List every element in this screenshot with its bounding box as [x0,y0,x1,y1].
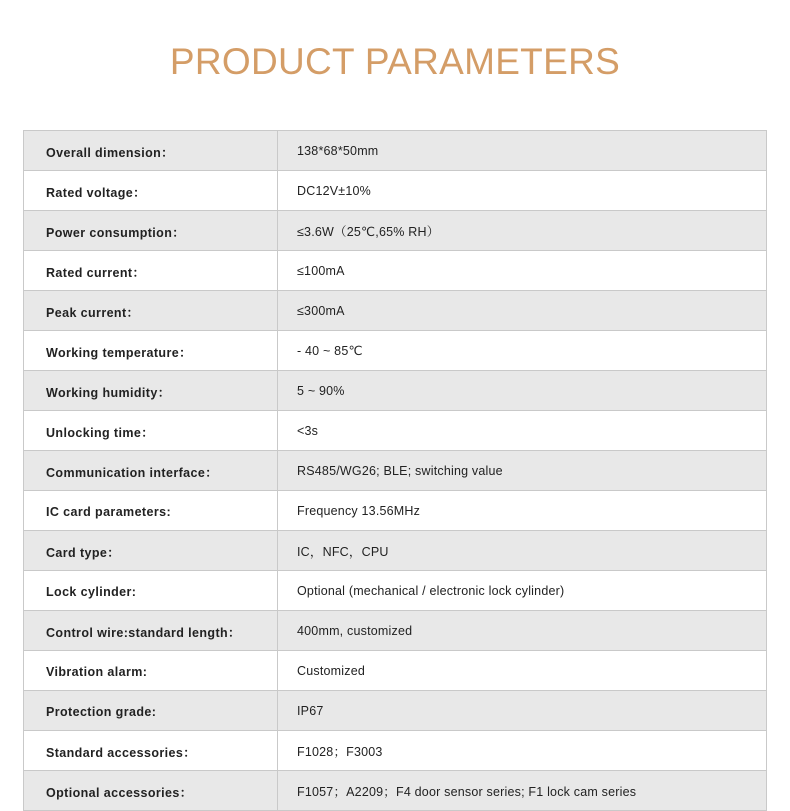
param-value-protection-grade: IP67 [278,691,767,731]
param-value-standard-accessories: F1028；F3003 [278,731,767,771]
param-label-working-humidity: Working humidity： [24,371,278,411]
table-row [24,451,767,491]
param-value-communication-interface: RS485/WG26; BLE; switching value [278,451,767,491]
table-row [24,731,767,771]
parameters-table [23,130,767,811]
param-label-overall-dimension: Overall dimension： [24,131,278,171]
page-title: PRODUCT PARAMETERS [169,41,621,82]
param-value-working-humidity: 5 ~ 90% [278,371,767,411]
param-label-vibration-alarm: Vibration alarm: [24,651,278,691]
param-value-unlocking-time: <3s [278,411,767,451]
table-row [24,771,767,811]
param-label-ic-card-parameters: IC card parameters: [24,491,278,531]
param-value-lock-cylinder: Optional (mechanical / electronic lock cylinder) [278,571,767,611]
param-label-standard-accessories: Standard accessories： [24,731,278,771]
table-row [24,371,767,411]
table-row [24,131,767,171]
param-value-control-wire-length: 400mm, customized [278,611,767,651]
table-row [24,171,767,211]
param-label-optional-accessories: Optional accessories： [24,771,278,811]
param-label-rated-voltage: Rated voltage： [24,171,278,211]
table-row [24,531,767,571]
param-value-power-consumption: ≤3.6W（25℃,65% RH） [278,211,767,251]
param-label-power-consumption: Power consumption： [24,211,278,251]
param-label-communication-interface: Communication interface： [24,451,278,491]
param-label-peak-current: Peak current： [24,291,278,331]
param-label-rated-current: Rated current： [24,251,278,291]
param-label-unlocking-time: Unlocking time： [24,411,278,451]
table-row [24,411,767,451]
table-row [24,331,767,371]
param-value-overall-dimension: 138*68*50mm [278,131,767,171]
param-value-ic-card-parameters: Frequency 13.56MHz [278,491,767,531]
table-row [24,691,767,731]
param-label-lock-cylinder: Lock cylinder: [24,571,278,611]
table-row [24,251,767,291]
param-value-vibration-alarm: Customized [278,651,767,691]
table-row [24,291,767,331]
param-label-protection-grade: Protection grade: [24,691,278,731]
param-label-working-temperature: Working temperature： [24,331,278,371]
param-value-rated-current: ≤100mA [278,251,767,291]
table-row [24,611,767,651]
param-value-optional-accessories: F1057；A2209；F4 door sensor series; F1 lock cam series [278,771,767,811]
param-value-peak-current: ≤300mA [278,291,767,331]
param-label-control-wire-length: Control wire:standard length： [24,611,278,651]
param-label-card-type: Card type： [24,531,278,571]
table-row [24,571,767,611]
param-value-rated-voltage: DC12V±10% [278,171,767,211]
param-value-card-type: IC，NFC，CPU [278,531,767,571]
table-row [24,651,767,691]
table-row [24,491,767,531]
param-value-working-temperature: - 40 ~ 85℃ [278,331,767,371]
table-row [24,211,767,251]
